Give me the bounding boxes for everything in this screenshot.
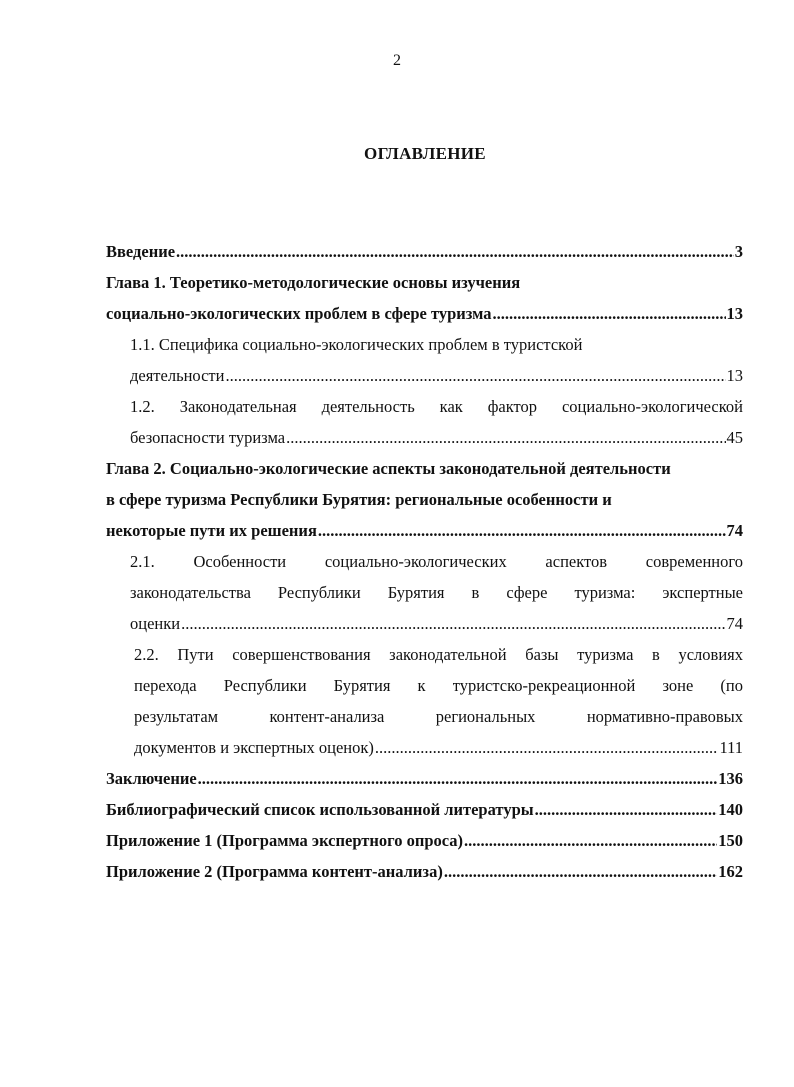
toc-entry-label: результатам контент-анализа региональных нормативно-правовых <box>134 707 743 726</box>
toc-page-number: 3 <box>734 242 743 261</box>
toc-page-number: 45 <box>726 428 743 447</box>
toc-page-number: 111 <box>719 738 743 757</box>
dot-leader <box>286 422 725 453</box>
toc-page-number: 140 <box>718 800 743 819</box>
toc-entry-label: Библиографический список использованной литературы <box>106 800 534 819</box>
toc-entry-label: перехода Республики Бурятия к туристско-рекреационной зоне (по <box>134 676 743 695</box>
dot-leader <box>375 732 719 763</box>
toc-entry-label: документов и экспертных оценок) <box>134 738 374 757</box>
toc-page-number: 13 <box>726 304 743 323</box>
toc-page-number: 74 <box>726 521 743 540</box>
toc-entry-appendix-1[interactable] <box>106 825 743 856</box>
toc-entry-label: Введение <box>106 242 176 261</box>
toc-entry-label: законодательства Республики Бурятия в сфере туризма: экспертные <box>130 583 743 602</box>
toc-entry-section-2-1[interactable] <box>130 546 743 639</box>
toc-page-number: 13 <box>726 366 743 385</box>
toc-entry-label: Глава 1. Теоретико-методологические основы изучения <box>106 273 521 292</box>
toc-entry-label: социально-экологических проблем в сфере туризма <box>106 304 492 323</box>
dot-leader <box>225 360 725 391</box>
toc-entry-label: 1.1. Специфика социально-экологических проблем в туристской <box>130 335 583 354</box>
dot-leader <box>535 794 718 825</box>
toc-entry-label: некоторые пути их решения <box>106 521 317 540</box>
toc-page-number: 162 <box>718 862 743 881</box>
toc-entry-section-2-2[interactable] <box>134 639 743 763</box>
toc-entry-label: Глава 2. Социально-экологические аспекты законодательной деятельности <box>106 459 671 478</box>
dot-leader <box>181 608 725 639</box>
toc-entry-label: Приложение 1 (Программа экспертного опроса) <box>106 831 464 850</box>
toc-entry-label: в сфере туризма Республики Бурятия: региональные особенности и <box>106 490 612 509</box>
dot-leader <box>493 298 726 329</box>
toc-entry-label: Приложение 2 (Программа контент-анализа) <box>106 862 443 881</box>
toc-entry-conclusion[interactable] <box>106 763 743 794</box>
page-title: ОГЛАВЛЕНИЕ <box>364 144 486 163</box>
dot-leader <box>176 236 734 267</box>
toc-entry-introduction[interactable] <box>106 236 743 267</box>
dot-leader <box>198 763 718 794</box>
toc-entry-label: 1.2. Законодательная деятельность как фактор социально-экологической <box>130 397 743 416</box>
page-number: 2 <box>393 52 401 69</box>
toc-entry-label: Заключение <box>106 769 197 788</box>
toc-entry-label: 2.1. Особенности социально-экологических аспектов современного <box>130 552 743 571</box>
toc-entry-bibliography[interactable] <box>106 794 743 825</box>
toc-entry-label: 2.2. Пути совершенствования законодательной базы туризма в условиях <box>134 645 743 664</box>
toc-entry-label: оценки <box>130 614 181 633</box>
toc-entry-section-1-1[interactable] <box>130 329 743 391</box>
toc-entry-label: безопасности туризма <box>130 428 286 447</box>
toc-entry-appendix-2[interactable] <box>106 856 743 887</box>
toc-entry-label: деятельности <box>130 366 225 385</box>
toc-entry-section-1-2[interactable] <box>130 391 743 453</box>
dot-leader <box>318 515 726 546</box>
toc-page-number: 150 <box>718 831 743 850</box>
toc-entry-chapter-2[interactable] <box>106 453 743 546</box>
dot-leader <box>444 856 717 887</box>
dot-leader <box>464 825 717 856</box>
table-of-contents <box>106 236 743 887</box>
toc-page-number: 74 <box>726 614 743 633</box>
toc-entry-chapter-1[interactable] <box>106 267 743 329</box>
toc-page-number: 136 <box>718 769 743 788</box>
